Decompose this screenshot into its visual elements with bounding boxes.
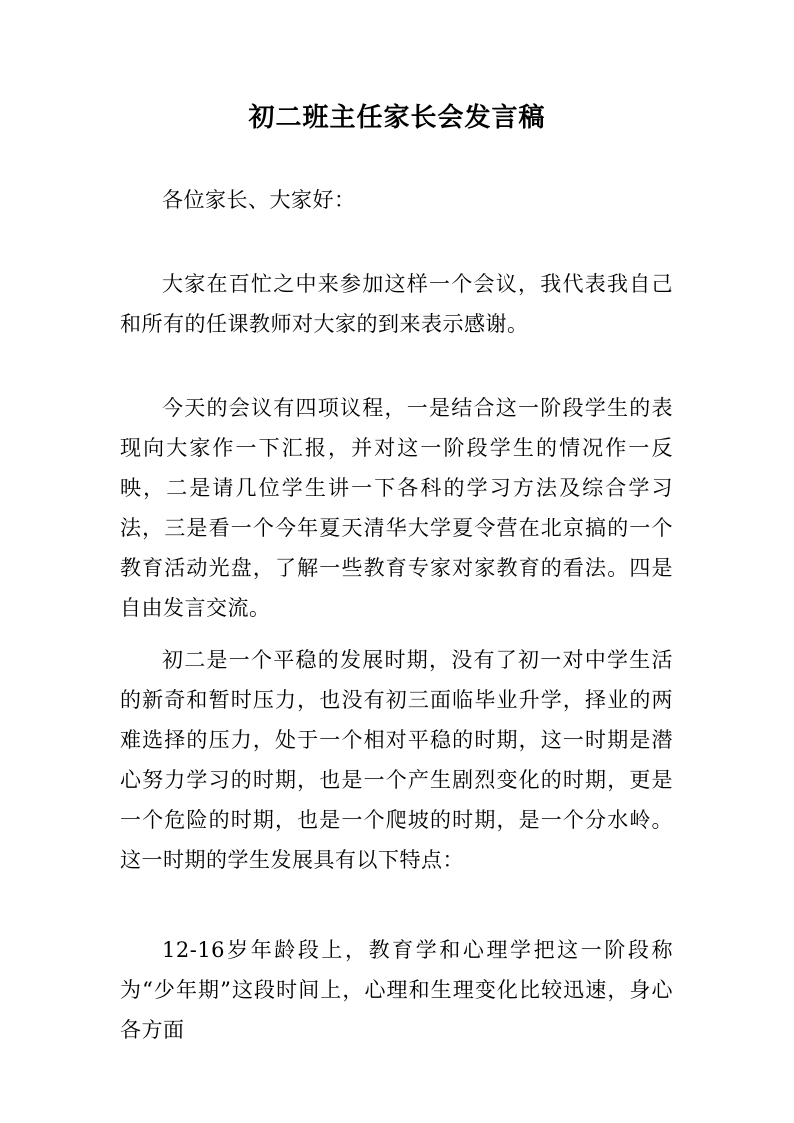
greeting-paragraph: 各位家长、大家好：: [162, 188, 356, 212]
agenda-paragraph: 今天的会议有四项议程，一是结合这一阶段学生的表现向大家作一下汇报，并对这一阶段学生的情况作一反映，二是请几位学生讲一下各科的学习方法及综合学习法，三是看一个今年夏天清华大学夏令营在北京搞的一个教育活动光盘，了解一些教育专家对家教育的看法。四是自由发言交流。: [120, 396, 673, 620]
thanks-paragraph: 大家在百忙之中来参加这样一个会议，我代表我自己和所有的任课教师对大家的到来表示感谢。: [120, 272, 673, 336]
grade-two-paragraph: 初二是一个平稳的发展时期，没有了初一对中学生活的新奇和暂时压力，也没有初三面临毕业升学，择业的两难选择的压力，处于一个相对平稳的时期，这一时期是潜心努力学习的时期，也是一个产生剧烈变化的时期，更是一个危险的时期，也是一个爬坡的时期，是一个分水岭。这一时期的学生发展具有以下特点：: [120, 648, 673, 872]
document-title: 初二班主任家长会发言稿: [248, 103, 546, 133]
age-stage-paragraph: 12-16岁年龄段上，教育学和心理学把这一阶段称为“少年期”这段时间上，心理和生理变化比较迅速，身心各方面: [120, 938, 673, 1042]
